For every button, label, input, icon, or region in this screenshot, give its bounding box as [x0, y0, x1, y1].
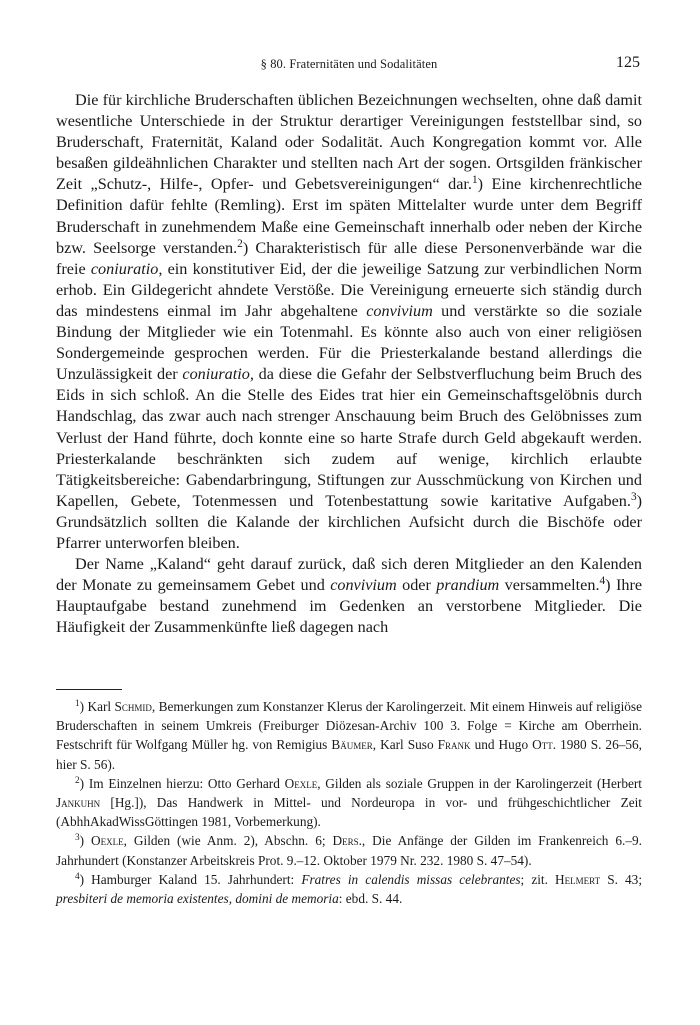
text-run: , Gilden als soziale Gruppen in der Karolingerzeit (Herbert: [317, 775, 643, 791]
body-paragraph-1: [56, 90, 642, 554]
author-name: Ders.: [332, 833, 362, 849]
page-number: 125: [616, 54, 640, 71]
footnote-2: [56, 774, 642, 832]
footnote-ref-3: 3: [630, 490, 637, 503]
author-name: Oexle: [284, 775, 318, 791]
author-name: Helmert: [555, 871, 601, 887]
footnote-marker: 1: [75, 698, 80, 709]
footnote-marker: 4: [75, 871, 80, 882]
latin-quote: Fratres in calendis missas celebrantes: [301, 871, 521, 887]
text-run: und verstärkte so die soziale Bindung der Mitglieder wie ein Totenmahl. Es könnte also auch von einer religiösen Sondergemeinde gesprochen werden. Für die Priesterkalande bestand allerdings die Unzulässigkeit der: [56, 301, 642, 384]
chapter-section-title: § 80. Fraternitäten und Sodalitäten: [260, 57, 438, 71]
text-run: , Die Anfänge der Gilden im Frankenreich 6.–9. Jahrhundert (Konstanzer Arbeitskreis Prot. 9.–12. Oktober 1979 Nr. 232. 1980 S. 47–54).: [56, 833, 642, 868]
latin-term: coniuratio,: [182, 365, 254, 384]
text-run: ) Grundsätzlich sollten die Kalande der kirchlichen Aufsicht durch die Bischöfe oder Pfarrer unterworfen bleiben.: [56, 491, 642, 552]
text-run: und Hugo: [470, 737, 533, 753]
footnotes: [56, 697, 642, 908]
author-name: Bäumer: [331, 737, 373, 753]
text-run: ) Hamburger Kaland 15. Jahrhundert:: [79, 871, 302, 887]
author-name: Ott: [532, 737, 553, 753]
author-name: Oexle: [91, 833, 124, 849]
text-run: , Karl Suso: [372, 737, 438, 753]
author-name: Jankuhn: [56, 795, 101, 811]
text-run: ) Charakteristisch für alle diese Personenverbände war die freie: [56, 238, 642, 278]
text-run: : ebd. S. 44.: [338, 891, 403, 907]
text-run: da diese die Gefahr der Selbstverfluchung beim Bruch des Eids in sich schloß. An die Stelle des Eides trat hier ein Gemeinschaftsgelöbnis durch Handschlag, das zwar auch nach strenger Anschauung beim Bruch des Gelöbnisses zum Verlust der Hand führte, doch konnte eine so harte Strafe durch Geld abgekauft werden. Priesterkalande beschränkten sich zudem auf wenige, kirchlich erlaubte Tätigkeitsbereiche: Gabendarbringung, Stiftungen zur Ausschmückung von Kirchen und Kapellen, Gebete, Totenmessen und Totenbestattung sowie karitative Aufgaben.: [56, 365, 642, 510]
text-run: ein konstitutiver Eid, der die jeweilige Satzung zur verbindlichen Norm erhob. Ein Gildegericht ahndete Verstöße. Die Vereinigung erneuerte sich ständig durch das mindestens einmal im Jahr abgehaltene: [56, 259, 642, 320]
text-run: ) Karl: [79, 699, 115, 714]
footnote-ref-1: 1: [471, 174, 478, 187]
text-run: ) Im Einzelnen hierzu: Otto Gerhard: [79, 775, 285, 791]
body-paragraph-2: [56, 554, 642, 638]
latin-quote: presbiteri de memoria existentes, domini de memoria: [56, 891, 339, 907]
latin-term: convivium: [330, 576, 397, 595]
latin-term: prandium: [436, 576, 500, 595]
text-run: S. 43;: [600, 871, 643, 887]
latin-term: convivium: [366, 301, 433, 320]
footnote-1: [56, 697, 642, 774]
latin-term: coniuratio,: [90, 259, 163, 278]
text-run: ) Eine kirchenrechtliche Definition dafür fehlte (Remling). Erst im späten Mittelalter wurde unter dem Begriff Bruderschaft in zunehmendem Maße eine Gemeinschaft innerhalb oder neben der Kirche bzw. Seelsorge verstanden.: [56, 175, 642, 257]
text-run: versammelten.: [499, 576, 600, 595]
footnote-separator: [56, 689, 122, 690]
author-name: Frank: [437, 737, 471, 753]
footnote-ref-2: 2: [237, 237, 243, 250]
text-run: [Hg.]), Das Handwerk in Mittel- und Nordeuropa in vor- und frühgeschichtlicher Zeit (AbhhAkadWissGöttingen 1981, Vorbemerkung).: [56, 795, 642, 830]
running-head: [56, 56, 642, 76]
author-name: Schmid: [114, 699, 152, 714]
footnote-marker: 2: [75, 775, 80, 786]
text-run: ; zit.: [520, 871, 556, 887]
text-run: Die für kirchliche Bruderschaften üblichen Bezeichnungen wechselten, ohne daß damit wesentliche Unterschiede in der Struktur derartiger Vereinigungen feststellbar sind, so Bruderschaft, Fraternität, Kaland oder Sodalität. Auch Kongregation kommt vor. Alle besaßen gildeähnlichen Charakter und stellten nach Art der sogen. Ortsgilden fränkischer Zeit „Schutz-, Hilfe-, Opfer- und Gebetsvereinigungen“ dar.: [56, 91, 642, 194]
text-run: ) Ihre Hauptaufgabe bestand zunehmend im Gedenken an verstorbene Mitglieder. Die Häufigkeit der Zusammenkünfte ließ dagegen nach: [56, 576, 643, 637]
footnote-ref-4: 4: [599, 574, 606, 587]
footnote-3: [56, 831, 642, 869]
main-text: [56, 90, 642, 638]
text-run: ): [79, 833, 92, 849]
text-run: , Gilden (wie Anm. 2), Abschn. 6;: [123, 833, 333, 849]
text-run: oder: [396, 576, 437, 595]
text-run: . 1980 S. 26–56, hier S. 56).: [56, 737, 642, 772]
footnote-marker: 3: [75, 833, 80, 844]
text-run: , Bemerkungen zum Konstanzer Klerus der Karolingerzeit. Mit einem Hinweis auf religiöse Bruderschaften in seinem Umkreis (Freiburger Diözesan-Archiv 100 3. Folge = Kirche am Oberrhein. Festschrift für Wolfgang Müller hg. von Remigius: [56, 699, 642, 753]
footnote-4: [56, 870, 642, 908]
text-run: Der Name „Kaland“ geht darauf zurück, daß sich deren Mitglieder an den Kalenden der Monate zu gemeinsamem Gebet und: [56, 555, 642, 595]
